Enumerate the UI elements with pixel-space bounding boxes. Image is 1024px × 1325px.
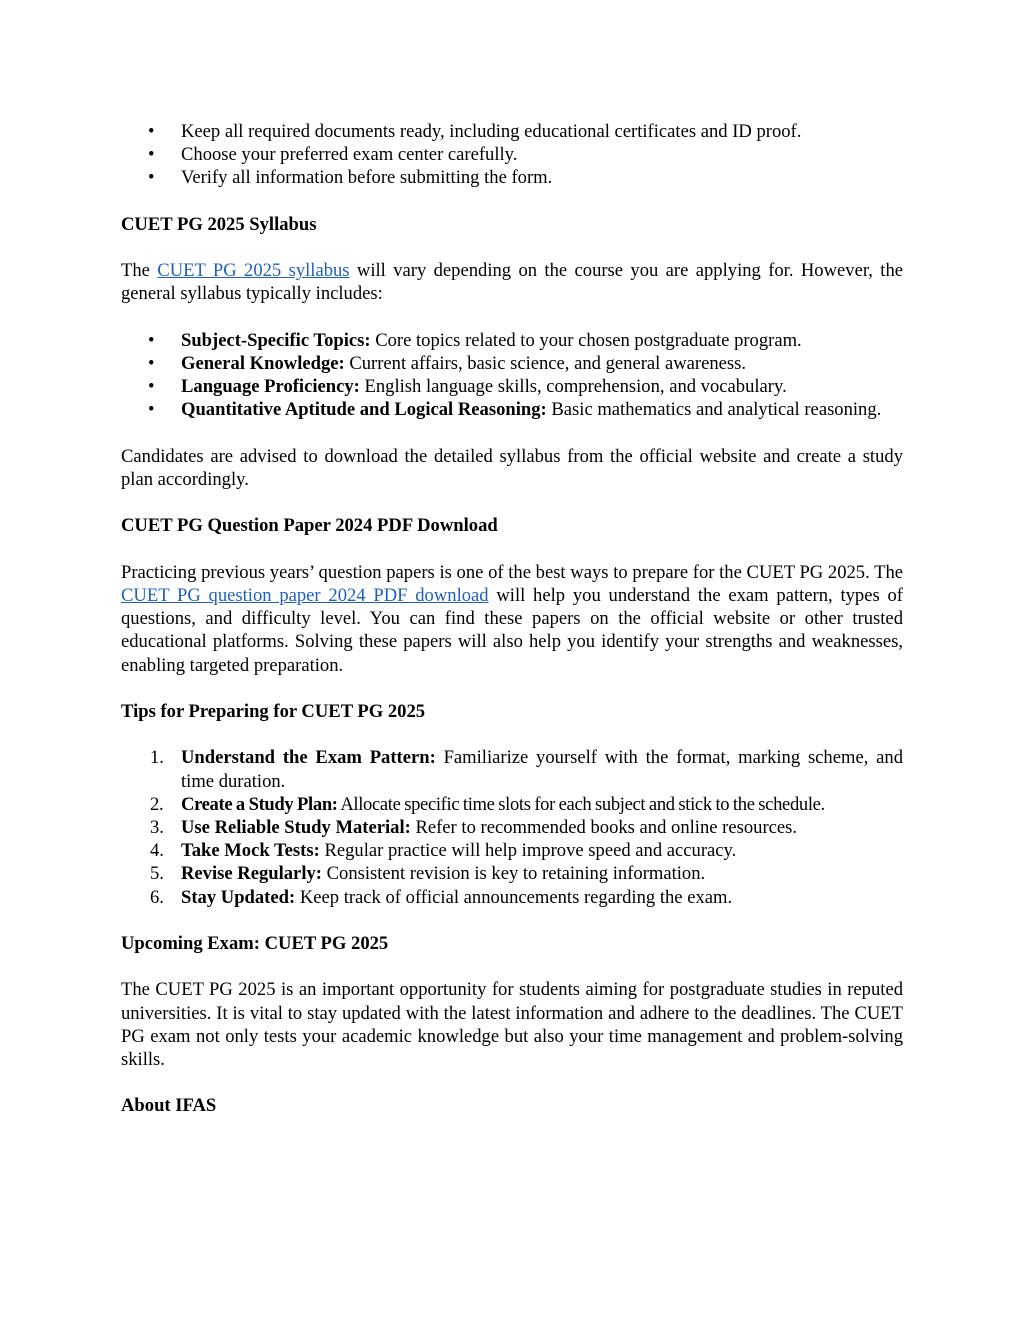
list-item: • Verify all information before submitting the form.	[121, 166, 903, 189]
list-item: • Language Proficiency: English language skills, comprehension, and vocabulary.	[121, 375, 903, 398]
list-item: 6. Stay Updated: Keep track of official announcements regarding the exam.	[150, 886, 733, 908]
syllabus-advice: Candidates are advised to download the detailed syllabus from the official website and create a study plan accordingly.	[121, 445, 903, 490]
syllabus-topics-list	[121, 329, 903, 422]
list-item: 4. Take Mock Tests: Regular practice will help improve speed and accuracy.	[150, 840, 737, 862]
requirements-list	[121, 120, 903, 190]
list-item: 5. Revise Regularly: Consistent revision is key to retaining information.	[150, 863, 706, 885]
syllabus-link[interactable]: CUET PG 2025 syllabus	[157, 260, 350, 282]
upcoming-heading: Upcoming Exam: CUET PG 2025	[121, 932, 389, 954]
list-item: • General Knowledge: Current affairs, basic science, and general awareness.	[121, 352, 903, 375]
tips-heading: Tips for Preparing for CUET PG 2025	[121, 700, 426, 722]
list-item: 3. Use Reliable Study Material: Refer to recommended books and online resources.	[150, 816, 798, 838]
syllabus-paragraph: The CUET PG 2025 syllabus will vary depending on the course you are applying for. However, the general syllabus typically includes:	[121, 260, 904, 305]
question-paper-link[interactable]: CUET PG question paper 2024 PDF download	[121, 584, 489, 606]
tips-list	[121, 746, 903, 908]
syllabus-heading: CUET PG 2025 Syllabus	[121, 213, 317, 235]
document-body	[121, 120, 903, 1118]
list-item: • Subject-Specific Topics: Core topics related to your chosen postgraduate program.	[121, 329, 903, 352]
question-paper-heading: CUET PG Question Paper 2024 PDF Download	[121, 515, 498, 537]
list-item: • Quantitative Aptitude and Logical Reasoning: Basic mathematics and analytical reasoning.	[121, 398, 903, 421]
list-item: 2. Create a Study Plan: Allocate specific time slots for each subject and stick to the schedule.	[150, 793, 825, 815]
list-item: 1. Understand the Exam Pattern: Familiarize yourself with the format, marking scheme, and time duration.	[150, 747, 903, 792]
about-heading: About IFAS	[121, 1095, 217, 1117]
question-paper-paragraph: Practicing previous years’ question papers is one of the best ways to prepare for the CUET PG 2025. The CUET PG question paper 2024 PDF download will help you understand the exam pattern, types of questions, and difficulty level. You can find these papers on the official website or other trusted educational platforms. Solving these papers will also help you identify your strengths and weaknesses, enabling targeted preparation.	[121, 561, 903, 676]
list-item: • Keep all required documents ready, including educational certificates and ID proof.	[121, 120, 903, 143]
list-item: • Choose your preferred exam center carefully.	[121, 143, 903, 166]
upcoming-paragraph: The CUET PG 2025 is an important opportunity for students aiming for postgraduate studies in reputed universities. It is vital to stay updated with the latest information and adhere to the deadlines. The CUET PG exam not only tests your academic knowledge but also your time management and problem-solving skills.	[121, 979, 903, 1070]
